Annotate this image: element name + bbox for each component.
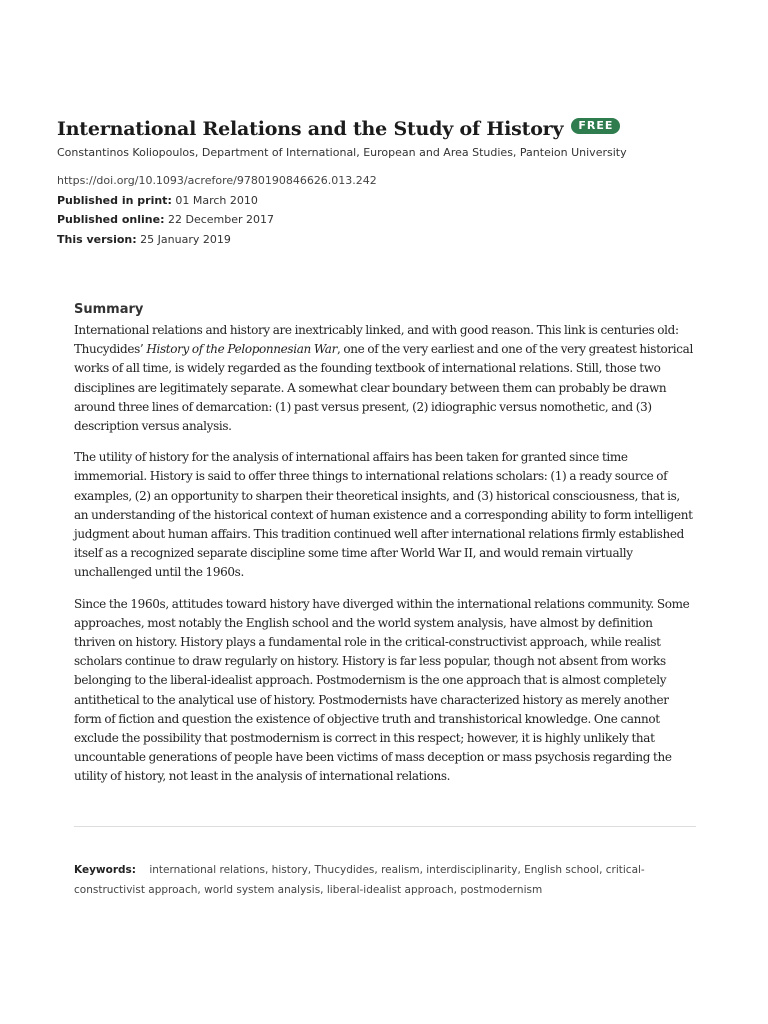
article-title: International Relations and the Study of History	[57, 118, 564, 140]
version-label: This version:	[57, 232, 137, 246]
keywords-section	[74, 861, 694, 900]
section-divider	[74, 826, 696, 827]
keyword-separator: ,	[599, 864, 606, 876]
published-print	[57, 191, 717, 211]
keyword-separator: ,	[320, 883, 327, 896]
keyword-link[interactable]: interdisciplinarity	[426, 864, 518, 876]
free-badge: FREE	[571, 118, 620, 134]
article-header	[57, 118, 717, 249]
keyword-link[interactable]: English school	[524, 864, 600, 876]
keyword-separator: ,	[307, 864, 315, 876]
keyword-link[interactable]: critical-constructivist approach	[74, 864, 645, 896]
this-version	[57, 230, 717, 250]
keyword-link[interactable]: world system analysis	[204, 883, 321, 896]
article-meta	[57, 171, 717, 249]
summary-paragraph-1	[74, 321, 696, 436]
title-row	[57, 118, 717, 140]
keyword-link[interactable]: liberal-idealist approach	[326, 883, 454, 896]
keyword-separator: ,	[517, 864, 525, 876]
doi-link[interactable]: https://doi.org/10.1093/acrefore/9780190846626.013.242	[57, 174, 377, 187]
keyword-separator: ,	[374, 864, 382, 876]
version-date: 25 January 2019	[140, 232, 231, 246]
summary-paragraph-3: Since the 1960s, attitudes toward history have diverged within the international relations community. Some approaches, most notably the English school and the world system analysis, have almost by definition thriven on history. History plays a fundamental role in the critical-constructivist approach, while realist scholars continue to draw regularly on history. History is far less popular, though not absent from works belonging to the liberal-idealist approach. Postmodernism is the one approach that is almost completely antithetical to the analytical use of history. Postmodernists have characterized history as merely another form of fiction and question the existence of objective truth and transhistorical knowledge. One cannot exclude the possibility that postmodernism is correct in this respect; however, it is highly unlikely that uncountable generations of people have been victims of mass deception or mass psychosis regarding the utility of history, not least in the analysis of international relations.	[74, 596, 690, 784]
keyword-link[interactable]: realism	[381, 864, 420, 876]
keyword-separator: ,	[197, 883, 205, 896]
summary-paragraph-2: The utility of history for the analysis of international affairs has been taken for granted since time immemorial. History is said to offer three things to international relations scholars: (1) a ready source of examples, (2) an opportunity to sharpen their theoretical insights, and (3) historical consciousness, that is, an understanding of the historical context of human existence and a corresponding ability to form intelligent judgment about human affairs. This tradition continued well after international relations firmly established itself as a recognized separate discipline some time after World War II, and would remain virtually unchallenged until the 1960s.	[74, 450, 693, 580]
summary-heading: Summary	[74, 302, 144, 317]
keyword-separator: ,	[453, 883, 461, 896]
published-online-date: 22 December 2017	[167, 213, 275, 226]
keyword-link[interactable]: history	[271, 864, 308, 876]
summary-p1-book-title: History of the Peloponnesian War	[146, 342, 337, 357]
keyword-link[interactable]: postmodernism	[460, 883, 543, 896]
summary-section	[74, 302, 696, 799]
author-affiliation: Constantinos Koliopoulos, Department of International, European and Area Studies, Panteion University	[57, 146, 627, 159]
keyword-link[interactable]: international relations	[149, 864, 265, 876]
keyword-separator: ,	[419, 864, 427, 876]
published-online-label: Published online:	[57, 213, 165, 226]
summary-p1-text-a: International relations and history are inextricably linked, and with good reason. This link is centuries old: Thucydides’	[74, 323, 679, 357]
keyword-list	[74, 864, 645, 896]
keywords-label: Keywords:	[74, 864, 136, 876]
keyword-separator: ,	[264, 864, 272, 876]
published-print-label: Published in print:	[57, 193, 172, 207]
keyword-link[interactable]: Thucydides	[314, 864, 375, 876]
summary-p1-text-b: , one of the very earliest and one of the very greatest historical works of all time, is widely regarded as the founding textbook of international relations. Still, those two disciplines are legitimately separate. A somewhat clear boundary between them can probably be drawn around three lines of demarcation: (1) past versus present, (2) idiographic versus nomothetic, and (3) description versus analysis.	[74, 342, 693, 434]
published-online	[57, 210, 717, 230]
published-print-date: 01 March 2010	[175, 193, 258, 207]
